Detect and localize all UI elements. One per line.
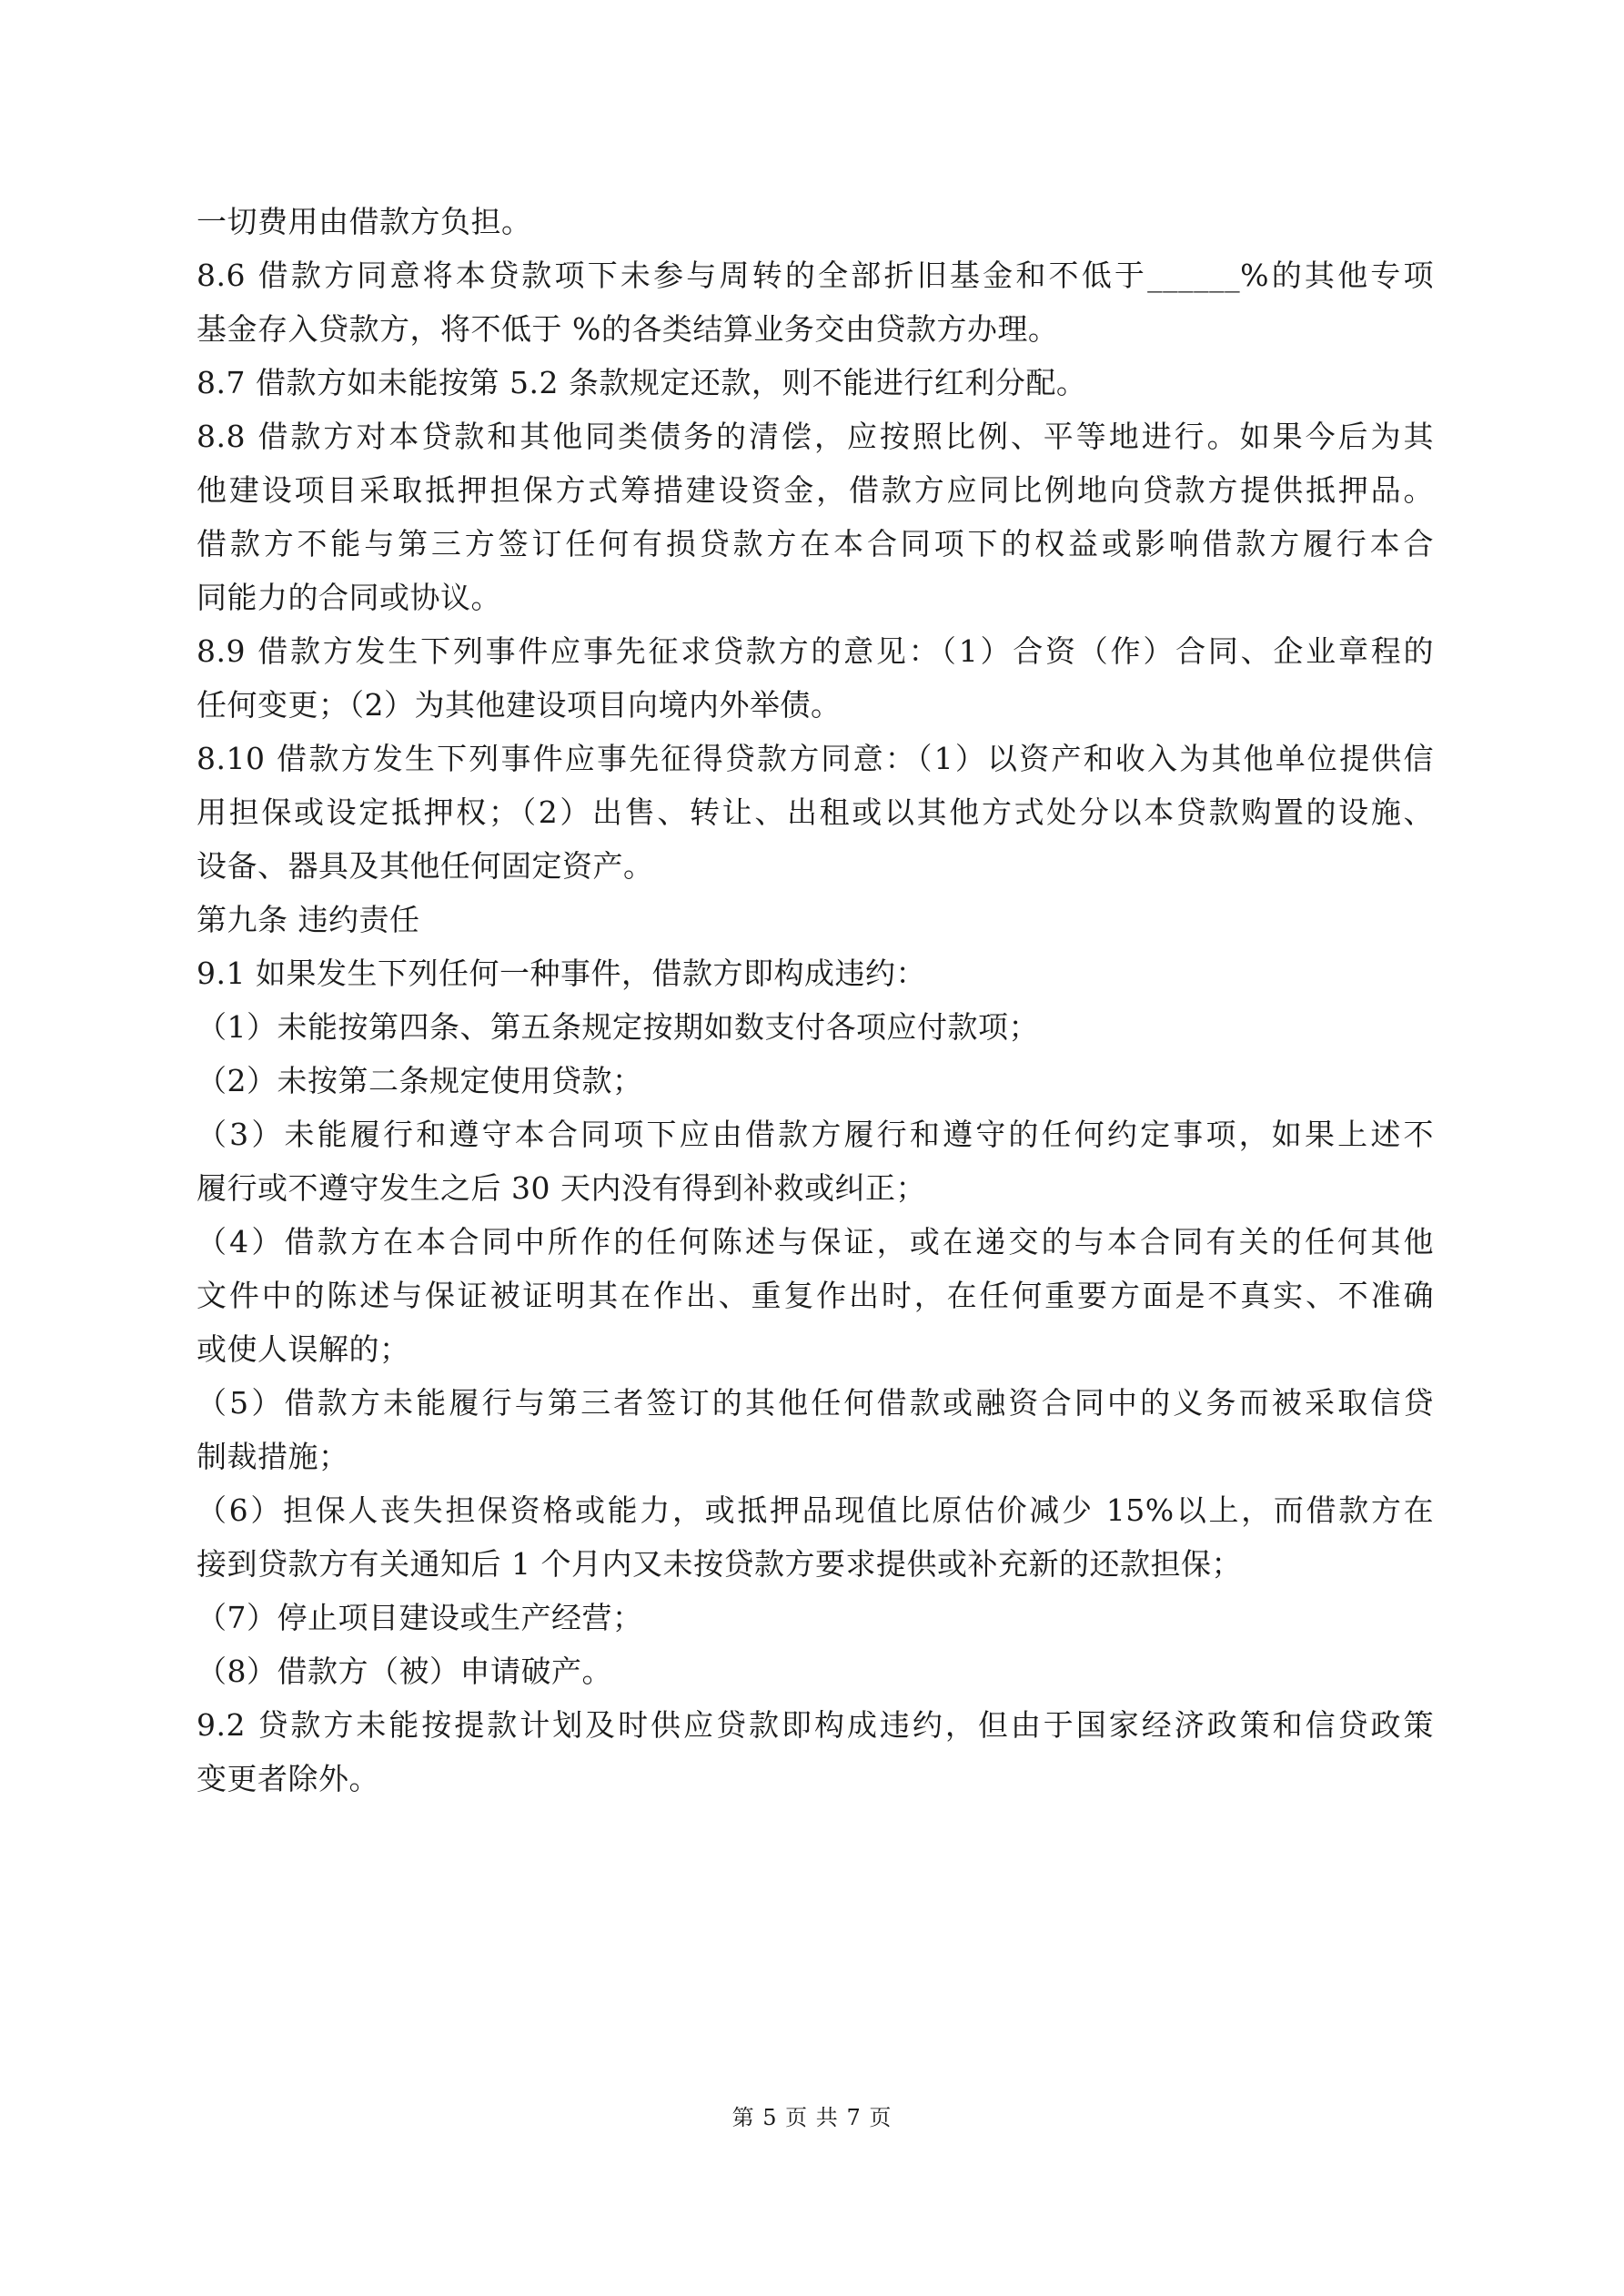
text-line: 用担保或设定抵押权；（2）出售、转让、出租或以其他方式处分以本贷款购置的设施、 <box>197 794 1434 830</box>
text-line: 8.9 借款方发生下列事件应事先征求贷款方的意见：（1）合资（作）合同、企业章程的 <box>197 633 1434 669</box>
list-item: （5）借款方未能履行与第三者签订的其他任何借款或融资合同中的义务而被采取信贷 <box>197 1385 1434 1421</box>
list-item: （6）担保人丧失担保资格或能力，或抵押品现值比原估价减少 15%以上，而借款方在 <box>197 1492 1434 1528</box>
text-line: 9.1 如果发生下列任何一种事件，借款方即构成违约： <box>197 956 926 991</box>
text-line: 8.6 借款方同意将本贷款项下未参与周转的全部折旧基金和不低于______%的其他专项 <box>197 258 1434 293</box>
text-line: 一切费用由借款方负担。 <box>197 204 532 239</box>
text-line: 同能力的合同或协议。 <box>197 580 501 615</box>
text-line: 制裁措施； <box>197 1439 349 1474</box>
text-line: 设备、器具及其他任何固定资产。 <box>197 848 654 884</box>
section-heading: 第九条 违约责任 <box>197 902 420 937</box>
text-line: 基金存入贷款方，将不低于 %的各类结算业务交由贷款方办理。 <box>197 311 1059 347</box>
page-number-footer: 第 5 页 共 7 页 <box>731 2105 893 2130</box>
text-line: 变更者除外。 <box>197 1761 379 1796</box>
document-body <box>197 198 1434 1809</box>
list-item: （1）未能按第四条、第五条规定按期如数支付各项应付款项； <box>197 1009 1039 1045</box>
list-item: （8）借款方（被）申请破产。 <box>197 1654 612 1689</box>
list-item: （7）停止项目建设或生产经营； <box>197 1600 643 1635</box>
text-line: 9.2 贷款方未能按提款计划及时供应贷款即构成违约，但由于国家经济政策和信贷政策 <box>197 1707 1434 1743</box>
text-line: 8.10 借款方发生下列事件应事先征得贷款方同意：（1）以资产和收入为其他单位提供信 <box>197 741 1434 776</box>
text-line: 或使人误解的； <box>197 1331 410 1367</box>
text-line: 履行或不遵守发生之后 30 天内没有得到补救或纠正； <box>197 1170 926 1206</box>
text-line: 他建设项目采取抵押担保方式筹措建设资金，借款方应同比例地向贷款方提供抵押品。 <box>197 472 1434 508</box>
text-line: 8.7 借款方如未能按第 5.2 条款规定还款，则不能进行红利分配。 <box>197 365 1087 400</box>
list-item: （3）未能履行和遵守本合同项下应由借款方履行和遵守的任何约定事项，如果上述不 <box>197 1117 1434 1152</box>
text-line: 任何变更；（2）为其他建设项目向境内外举债。 <box>197 687 842 723</box>
list-item: （2）未按第二条规定使用贷款； <box>197 1063 643 1098</box>
text-line: 借款方不能与第三方签订任何有损贷款方在本合同项下的权益或影响借款方履行本合 <box>197 526 1434 561</box>
text-line: 文件中的陈述与保证被证明其在作出、重复作出时，在任何重要方面是不真实、不准确 <box>197 1278 1434 1313</box>
text-line: 8.8 借款方对本贷款和其他同类债务的清偿，应按照比例、平等地进行。如果今后为其 <box>197 419 1434 454</box>
text-line: 接到贷款方有关通知后 1 个月内又未按贷款方要求提供或补充新的还款担保； <box>197 1546 1242 1582</box>
list-item: （4）借款方在本合同中所作的任何陈述与保证，或在递交的与本合同有关的任何其他 <box>197 1224 1434 1259</box>
